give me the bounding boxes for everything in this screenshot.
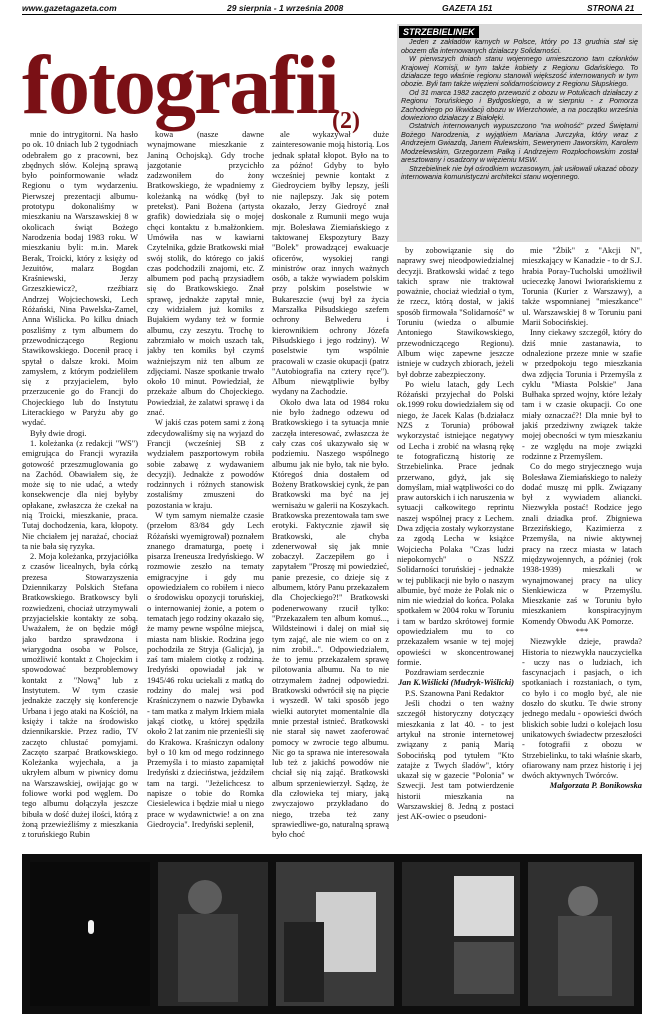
photo-window-cell xyxy=(402,862,520,1006)
masthead-part: (2) xyxy=(332,108,360,134)
section-separator: *** xyxy=(575,626,589,636)
photo-strip xyxy=(22,854,642,1014)
article-column-1 xyxy=(22,130,138,848)
paragraph: Po wielu latach, gdy Lech Różański przyjechał do Polski ok.1999 roku dowiedziałem się od niego, że Jacek Kalas (b.działacz NZS z Torunia) próbował wykorzystać istniejące negatywy od Lecha i zrobić na własną rękę te fotograficzną historię ze Strzebielinka. Prace jednak przerwano, gdyż, jak się domyślam, miał wątpliwości co do praw autorskich i ich naruszenia w sytuacji całkowitego reprintu naszej wspólnej pracy z Lechem. Dwa zdjęcia zostały wykorzystane za zgodą Lecha w książce Wojciecha Polaka "Czas ludzi niepokornych" o NSZZ Solidarności toruńskiej - jednakże w tej publikacji nie było o naszym albumie, być może że Polak nic o nim nie wiedział do końca. Polaka spotkałem w 2004 roku w Toruniu i tam w bardzo skrótowej formie opowiedziałem mu to co przekazałem wsanie w tej mojej opowieści w skoncentrowanej formie. xyxy=(397,379,514,667)
masthead-title: fotografii xyxy=(22,39,338,132)
sidebar-para: Od 31 marca 1982 zaczęto przewozić z obozu w Potulicach działaczy z Regionu Toruńskiego i Bydgoskiego, a w sierpniu - z Pomorza Zachodniego po likwidacji obozu w Wierzchowie, a na początku września dowieziono działaczy z Białołęki. xyxy=(401,87,638,123)
figure-head-icon xyxy=(568,886,598,916)
bed-icon xyxy=(454,942,514,994)
window-icon xyxy=(316,892,376,972)
sidebar-box xyxy=(397,24,642,242)
sidebar-title: STRZEBIELINEK xyxy=(399,26,479,38)
figure-head-icon xyxy=(188,880,222,914)
photo-prisoner-right xyxy=(528,862,634,1006)
figure-body-icon xyxy=(178,914,238,1002)
signature-jan: Jan K.Wiślicki (Mudryk-Wiślicki) xyxy=(398,678,514,688)
paragraph: Były dwie drogi. xyxy=(30,428,87,438)
paragraph: W tym samym niemalże czasie (przełom 83/84 gdy Lech Różański wyemigrował) poznałem znanego dramaturga, poetę i pisarza Ireneusza Iredyńskiego. W rozmowie zeszło na tematy emigracyjne i gdy mu opowiedziałem co robiłem i nieco o środowisku opozycji toruńskiej, o internowaniej żonie, a potem o tematach jego rodziny okazało się, że mamy pewne wspólne miejsca, miasta nam bliskie. Rodzina jego pochodziła ze Stryja (Galicja), ja zaś tam miałem ciotkę z rodziną. Iredyński opowiadał jak w 1945/46 roku uciekali z matką do rodziny do malej wsi pod Kraśniczynem o nazwie Dybawka - tam matka z małym Irkiem miała jakąś ciotkę, u której spędziła około 2 lat zanim nie przenieśli się do Krakowa. Kraśniczyn odalony był o 10 km od mego rodzinnego Przemyśla i to miasto zapamiętał Iredyński z dzieciństwa, jeździłem tam na targi. "Jeżelichcesz to napisze o tobie do Romka Ciesielewica i będzie miał u niego prace w wydawnictwie! a on zna Giedroycia". Iredyński seplenił, xyxy=(147,510,264,829)
page-number: STRONA 21 xyxy=(587,3,635,13)
paragraph: mnie do intrygitorni. Na hasło po ok. 10 dniach lub 2 tygodniach odebrałem go z pracowni, bez zbędnych słów. Kolejną sprawą było poinformowanie władz Regionu o tym wydarzeniu. Pierwszej prezentacji albumu-prototypu dokonaliśmy w mieszkaniu na Warszawskiej 8 w okolicach świąt Bożego Narodzenia bodaj 1983 roku. W mieszkaniu byli: m.in. Marek Berak, Troicki, który z księży od Jezuitów, malarz Bogdan Kraśniewski, Jerzy Grzeszkiewicz?, rzeźbiarz Andrzej Wojciechowski, Lech Różański, Nina Pawelska-Zamel, Anna Wiślicka. Po kilku dniach poszliśmy z tym albumem do przewodniczącego Regionu Stawikowskiego. Docenił pracę i spytał o dalsze kroki. Moim zamysłem, z którym podzieliłem się z przyjacielem, było przerzucenie go do Francji do Chojeckiego lub do Instytutu Literackiego w Paryżu aby go wydać. xyxy=(22,130,138,428)
issue-number: GAZETA 151 xyxy=(442,3,493,13)
paragraph: 2. Moja koleżanka, przyjaciółka z czasów licealnych, była córką prezesa Stowarzyszenia Dziennikarzy Polskich Stefana Bratkowskiego. Bratkowscy byli rozwiedzeni, chociaż utrzymywali przyjacielskie kontakty ze sobą. Uważałem, że on będzie mógł jako bardzo sprawdzona i wiarygodna osoba w Polsce, umożliwić kontakt z Chojeckim i spowodować bezproblemowy kontakt z "Nową" lub z Instytutem. W tym czasie jednakże zaczęły się konferencje Urbana i jego ataki na Kościół, na księży i także na środowisko dziennikarskie. Przez radio, TV zaczęto chlustać pomyjami. Zaczęto szarpać Bratkowskiego. Koleżanka wyjechała, a ja ukryłem album w piwnicy domu na Warszawskiej, owijając go w foliowe worki pod węglem. Do tego albumu dołączyła jeszcze bibuła w dość dużej ilości, którą z żoną przewieźliśmy z mieszkania z toruńskiego Rubin xyxy=(22,552,138,840)
postscript-heading: P.S. Szanowna Pani Redaktor xyxy=(405,688,504,698)
photo-cell-group xyxy=(276,862,394,1006)
paragraph: mie "Żbik" z "Akcji N", mieszkający w Kanadzie - to dr S.J. hrabia Poray-Tucholski umożliwił uciecezkę Janowi Iwiorańskiemu z Torunia (Kurier z Warszawy), a także wspomnianej "mieszkance" ul. Warszawskiej 8 w Toruniu pani Marii Sobocińskiej. xyxy=(522,246,642,328)
page-header xyxy=(22,0,642,14)
article-column-2 xyxy=(147,130,264,848)
paragraph: Inny ciekawy szczegół, który do dziś mnie zastanawia, to odnalezione przeze mnie w szafie w przedpokoju tego mieszkania dwa zdjęcia Torunia i Przemyśla z cyklu "Miasta Polskie" Jana Bułhaka sprzed wojny, które leżały tam i w czasie okupacji. Co one miały oznaczać?! Dla mnie był to jakiś przedziwny związek także mojej obecności w tym mieszkaniu - ze względu na moje związki rodzinne z Przemyślem. xyxy=(522,328,642,461)
masthead xyxy=(22,24,392,134)
paragraph: 1. koleżanka (z redakcji "WS") emigrująca do Francji wyraziła gotowość przeszmuglowania go na Zachód. Obawiałem się, że może się to nie udać, a wtedy konsekwencje dla niej byłyby opłakane, zwłaszcza że czekał na nią Troicki, mieszkanie, praca. Tutaj dochodzenia, kara, kłopoty. Nie chciałem jej narażać, chociaż ta nie bała się ryzyka. xyxy=(22,438,138,551)
paragraph: Niezwykłe dzieje, prawda? Historia to niezwykła nauczycielka - uczy nas o ludziach, ich fascynacjach i pasjach, o ich spotkaniach i rozstaniach, o tym, co było i co mogło być, ale nie doszło do skutku. Te dwie strony jednego medalu - opowieści dwóch bliskich sobie ludzi o kolejach losu unikatowych świadectw przeszłości - fotografii z obozu w Strzebielinku, to taki właśnie skarb, ofiarowany nam przez historię i jej dwóch aktywnych Twórców. xyxy=(522,637,642,781)
article-column-3 xyxy=(272,130,389,848)
figure-silhouette-icon xyxy=(284,922,324,1002)
paragraph: Co do mego stryjecznego wuja Bolesława Ziemiańskiego to należy dodać muszę mi pplk. Związany był z wywiadem aliancki. Niezwykła postać! Rodzice jego znali dziadka prof. Zbigniewa Brzezińskiego, Kazimierza z Przemyśla, na niwie aktywnej pracy na rzecz miasta w latach międzywojennych, a później (rok 1938-1939) mieszkali w wynajmowanej pracy na ulicy Sienkiewicza w Przemyślu. Mieszkanie zaś w Toruniu było mieszkaniem konspiracyjnym Komendy Obwodu AK Pomorze. xyxy=(522,462,642,626)
paragraph: Około dwa lata od 1984 roku nie było żadnego odzewu od Bratkowskiego i ta sytuacja mnie zaczęła interesować, zwłaszcza że cały czas coś ukazywało się w podziemiu. Naszego wspólnego albumu jak nie było, tak nie było. Któregoś dnia dostałem od Bożeny Bratkowskiej cynk, że pan Bratkowski ma być na jej wernisażu w galerii na Koszykach. Bratkowska prezentowała tam swe erotyki. Faktycznie zjawił się Bratkowski, ale chyba zdenerwował się jak mnie zobaczył. Zaczepiłem go i zapytałem "Proszę mi powiedzieć, panie prezesie, co dzieje się z albumem, który Panu przekazałem dla Chojeckiego?!" Bratkowski podenerwowany rzucił tylko: "Przekazałem ten album komuś..., Wildsteinowi i dalej on miał się tym zająć, ale nie wiem co on z nim zrobił...". Odpowiedziałem, że to jemu przekazałem sprawę pilotowania albumu. Na to nie otrzymałem żadnej odpowiedzi. Bratkowski odwrócił się na pięcie i wyszedł. W taki sposób jego wielki autorytet momentalnie dla mnie przestał istnieć. Bratkowski nie starał się nawet zaoferować pomocy w zwrocie tego albumu. Nic go ta sprawa nie interesowała lub też z jakichś powodów nie chciał się nią zająć. Bratkowski album sprzeniewierzył. Sądzę, że dla człowieka tej miary, jaką zwyczajowo przykładano do niego, trzeba też zany sprawiedliwe-go, naturalną sprawą było choć xyxy=(272,397,389,840)
paragraph: by zobowiązanie się do naprawy swej nieodpowiedzialnej decyzji. Bratkowski widać z tego takich spraw nie traktował poważnie, chociaż wiedział o tym, że rzecz, którą dostał, w jakiś sposób firmowała "Solidarność" w Toruniu (wiedza o albumie Antoniego Stawikowskiego, przewodniczącego Regionu). Album więc zapewne jeszcze istnieje w cudzych zbiorach, jeżeli był dobrze zabezpieczony. xyxy=(397,246,514,379)
sidebar-para: W pierwszych dniach stanu wojennego umieszczono tam członków Krajowej Komisji, w tym także kobiety z Regionu Gdańskiego. To działacze tego właśnie regionu stanowili większość internowanych w tym obozie. Byli tam także więzieni solidarnościowcy z Regionu Słupskiego. xyxy=(401,54,638,89)
issue-date: 29 sierpnia - 1 września 2008 xyxy=(227,3,344,13)
window-light-icon xyxy=(454,876,514,936)
article-column-4 xyxy=(397,246,514,848)
article-column-5 xyxy=(522,246,642,848)
figure-body-icon xyxy=(558,916,612,996)
sidebar-para: Jeden z zakładów karnych w Polsce, który po 13 grudnia stał się obozem dla internowanych działaczy Solidarności. xyxy=(401,37,638,55)
candle-flame-icon xyxy=(88,920,94,934)
paragraph: ale wykazywał duże zainteresowanie moją historią. Los jednak spłatał kłopot. Było na to za późno! Gdyby to było wcześniej pewnie kontakt z Giedroyciem byłby lepszy, jeśli nie najlepszy. Jak się potem okazało, Jerzy Giedroyć znał doskonale z Rumunii mego wuja mjr. Bolesława Ziemiańskiego z taktowanej Ekspozytury Bazy "Bolek" prowadzącej ewakuacje oficerów, wysokiej rangi ministrów oraz innych ważnych osób, a także wywiadem polskim przy polskim poselstwie w Bukareszcie (wuj był za życia Marszałka Piłsudskiego szefem ochrony Belwederu i kierownikiem ochrony Józefa Piłsudskiego i jego rodziny). W poselstwie tym wspólnie pracowali w czasie okupacji (patrz "Autobiografia na cztery ręce"). Album niewątpliwie byłby wydany na Zachodzie. xyxy=(272,130,389,397)
photo-candle xyxy=(30,862,150,1006)
sidebar-para: Strzebielinek nie był ośrodkiem wczasowym, jak usiłowali ukazać obozy internowania komunistyczni architekci stanu wojennego. xyxy=(401,163,638,181)
photo-prisoner-left xyxy=(158,862,268,1006)
header-rule xyxy=(22,14,642,15)
signature-author: Małgorzata P. Bonikowska xyxy=(549,781,642,791)
paragraph: kowa (nasze dawne wynajmowane mieszkanie z Janiną Ochojską). Gdy troche jazgotanie przycichło zadzwoniłem do żony Bratkowskiego, że wpadniemy z koleżanką na wódkę (był to pretekst). Pani Bożena (artysta grafik) dowiedziała się o mojej chęci kontaktu z b.małżonkiem. Umówiła nas w kawiarni Czytelnika, gdzie Bratkowski miał swój stolik, do którego co jakiś czas podchodzili znajomi, etc. Z albumem pod pachą przysiadłem się do Bratkowskiego. Znał sprawę, jednakże zapytał mnie, czy widziałem już komiks z Bujakiem wydany też w formie albumu, czy zeszytu. Trochę to zabrzmiało w moich uszach tak, jakby ten komiks był czymś ważniejszym niż ten album ze zdjęciami. Nasze spotkanie trwało około 10 minut. Powiedział, że przekaże album do Chojeckiego. Powiedział, że zalatwi sprawę i da znać. xyxy=(147,130,264,418)
paragraph: Pozdrawiam serdecznie xyxy=(405,668,485,678)
postscript-text: Jeśli chodzi o ten ważny szczegół historyczny dotyczący mieszkania z lat 40. - to jest artykuł na stronie internetowej związany z panią Marią Sobocińską pod tytułem "Kto zatajże z Twych śladów", który ukazał się w gazecie "Polonia" w Szwecji. Jest tam potwierdzenie historii mieszkania na Warszawskiej 8. Jedną z postaci jest AK-owiec o pseudoni- xyxy=(397,699,514,822)
paragraph: W jakiś czas potem sami z żoną zdecydowaliśmy się na wyjazd do Francji (wcześniej SB z wydziałem paszportowym robiła sobie zabawę z wydawaniem decyzji). Jednakże z powodów rodzinnych i różnych stanowisk zostaliśmy zmuszeni do pozostania w kraju. xyxy=(147,418,264,510)
sidebar-para: Ostatnich internowanych wypuszczono "na wolność" przed Świętami Bożego Narodzenia, z wyjątkiem Mariana Jurczyka, który wraz z Andrzejem Gwiazdą, Janem Rulewskim, Sewerynem Jaworskim, Karolem Modzelewskim, Grzegorzem Pałką i Andrzejem Rozpłochowskim został aresztowany i osadzony w więzieniu MSW. xyxy=(401,121,638,165)
site-url[interactable]: www.gazetagazeta.com xyxy=(22,3,117,13)
